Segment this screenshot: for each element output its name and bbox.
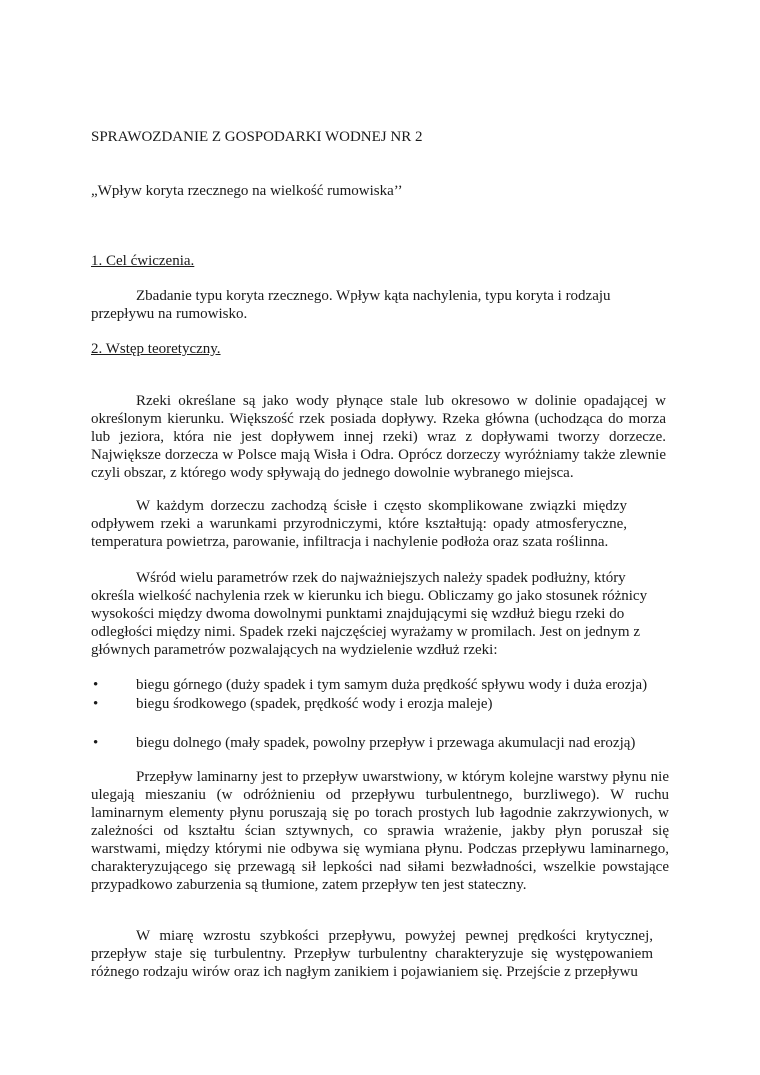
- list-item: [91, 676, 691, 694]
- paragraph-turbulent: W miarę wzrostu szybkości przepływu, powyżej pewnej prędkości krytycznej, przepływ staje się turbulentny. Przepływ turbulentny charakteryzuje się występowaniem różnego rodzaju wirów oraz ich nagłym zanikiem i pojawianiem się. Przejście z przepływu: [91, 928, 653, 980]
- paragraph-rivers: Rzeki określane są jako wody płynące stale lub okresowo w dolinie opadającej w określonym kierunku. Większość rzek posiada dopływy. Rzeka główna (uchodząca do morza lub jeziora, która nie jest dopływem innej rzeki) wraz z dopływami tworzy dorzecze. Największe dorzecza w Polsce mają Wisła i Odra. Oprócz dorzeczy wyróżniamy także zlewnie czyli obszar, z którego wody spływają do jednego dowolnie wybranego miejsca.: [91, 393, 666, 481]
- list-item: [91, 734, 691, 752]
- list-item-text: biegu środkowego (spadek, prędkość wody i erozja maleje): [136, 696, 493, 712]
- bullet-icon: •: [93, 735, 99, 751]
- section-2-heading: 2. Wstęp teoretyczny.: [91, 341, 221, 357]
- paragraph-basin: W każdym dorzeczu zachodzą ścisłe i często skomplikowane związki między odpływem rzeki a warunkami przyrodniczymi, które kształtują: opady atmosferyczne, temperatura powietrza, parowanie, infiltracja i nachylenie podłoża oraz szata roślinna.: [91, 498, 627, 550]
- paragraph-slope: Wśród wielu parametrów rzek do najważniejszych należy spadek podłużny, który określa wielkość nachylenia rzek w kierunku ich biegu. Obliczamy go jako stosunek różnicy wysokości między dwoma dowolnymi punktami znajdującymi się wzdłuż biegu rzeki do odległości między nimi. Spadek rzeki najczęściej wyrażamy w promilach. Jest on jednym z głównych parametrów pozwalających na wydzielenie wzdłuż rzeki:: [91, 570, 648, 658]
- section-1-heading: 1. Cel ćwiczenia.: [91, 253, 195, 269]
- bullet-icon: •: [93, 677, 99, 693]
- document-title: SPRAWOZDANIE Z GOSPODARKI WODNEJ NR 2: [91, 129, 423, 145]
- section-1-text: Zbadanie typu koryta rzecznego. Wpływ kąta nachylenia, typu koryta i rodzaju przepływu na rumowisko.: [91, 288, 611, 322]
- document-subtitle: „Wpływ koryta rzecznego na wielkość rumowiska’’: [91, 183, 403, 199]
- bullet-icon: •: [93, 696, 99, 712]
- paragraph-laminar: Przepływ laminarny jest to przepływ uwarstwiony, w którym kolejne warstwy płynu nie ulegają mieszaniu (w odróżnieniu od przepływu turbulentnego, burzliwego). W ruchu laminarnym elementy płynu poruszają się po torach prostych lub łagodnie zakrzywionych, w zależności od kształtu ścian sztywnych, co sprawia wrażenie, jakby płyn poruszał się warstwami, między którymi nie odbywa się wymiana płynu. Podczas przepływu laminarnego, charakteryzującego się przewagą sił lepkości nad siłami bezwładności, wszelkie powstające przypadkowo zaburzenia są tłumione, zatem przepływ ten jest stateczny.: [91, 769, 669, 893]
- list-item-text: biegu dolnego (mały spadek, powolny przepływ i przewaga akumulacji nad erozją): [136, 735, 636, 751]
- list-item: [91, 695, 691, 713]
- list-item-text: biegu górnego (duży spadek i tym samym duża prędkość spływu wody i duża erozja): [136, 677, 648, 693]
